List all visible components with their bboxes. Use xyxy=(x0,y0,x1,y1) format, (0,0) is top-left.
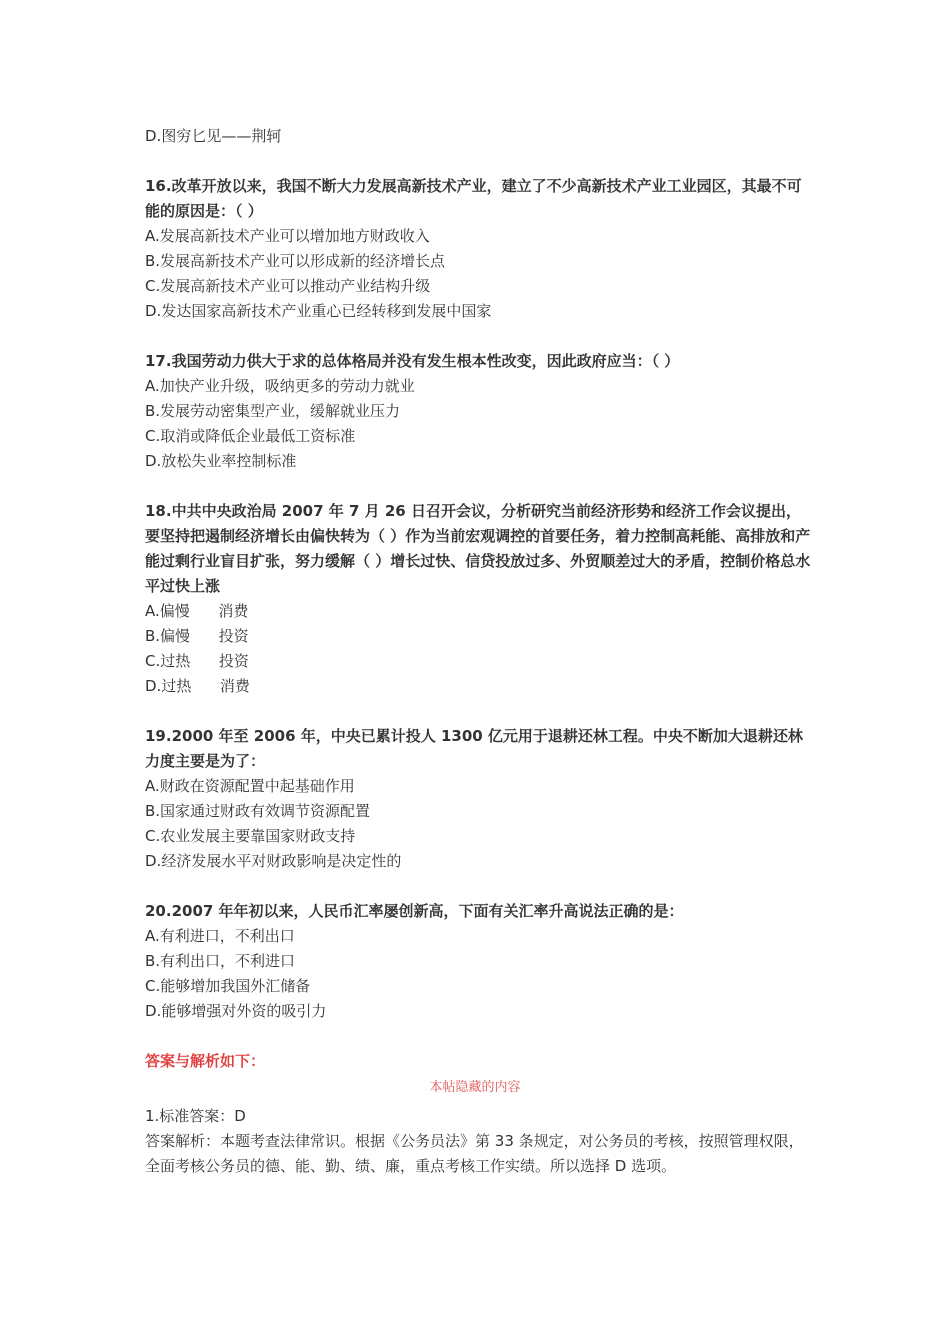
option-b: B.国家通过财政有效调节资源配置 xyxy=(145,802,371,820)
spacer xyxy=(145,1024,815,1049)
option-d: D.发达国家高新技术产业重心已经转移到发展中国家 xyxy=(145,302,492,320)
option-d: D.过热 消费 xyxy=(145,677,250,695)
question-17 xyxy=(145,349,815,474)
question-stem: 16.改革开放以来，我国不断大力发展高新技术产业，建立了不少高新技术产业工业园区，其最不可能的原因是：（ ） xyxy=(145,177,802,220)
question-18 xyxy=(145,499,815,699)
question-20 xyxy=(145,899,815,1024)
spacer xyxy=(145,874,815,899)
option-c: C.发展高新技术产业可以推动产业结构升级 xyxy=(145,277,431,295)
option-a: A.加快产业升级，吸纳更多的劳动力就业 xyxy=(145,377,415,395)
option-c: C.取消或降低企业最低工资标准 xyxy=(145,427,356,445)
question-stem: 19.2000 年至 2006 年，中央已累计投人 1300 亿元用于退耕还林工程。中央不断加大退耕还林力度主要是为了： xyxy=(145,727,803,770)
answer-1: 1.标准答案：D xyxy=(145,1107,246,1125)
hidden-content-notice: 本帖隐藏的内容 xyxy=(429,1080,521,1095)
answer-1-explanation: 答案解析：本题考查法律常识。根据《公务员法》第 33 条规定，对公务员的考核，按照管理权限，全面考核公务员的德、能、勤、绩、廉，重点考核工作实绩。所以选择 D 选项。 xyxy=(145,1132,804,1175)
option-c: C.农业发展主要靠国家财政支持 xyxy=(145,827,356,845)
question-stem: 20.2007 年年初以来，人民币汇率屡创新高，下面有关汇率升高说法正确的是： xyxy=(145,902,684,920)
document-content xyxy=(145,124,815,1179)
option-b: B.发展高新技术产业可以形成新的经济增长点 xyxy=(145,252,446,270)
previous-option-d: D.图穷匕见——荆轲 xyxy=(145,127,282,145)
spacer xyxy=(145,474,815,499)
option-d: D.放松失业率控制标准 xyxy=(145,452,297,470)
option-a: A.有利进口，不利出口 xyxy=(145,927,295,945)
option-a: A.财政在资源配置中起基础作用 xyxy=(145,777,355,795)
option-b: B.有利出口，不利进口 xyxy=(145,952,296,970)
option-b: B.偏慢 投资 xyxy=(145,627,249,645)
question-19 xyxy=(145,724,815,874)
option-a: A.发展高新技术产业可以增加地方财政收入 xyxy=(145,227,430,245)
spacer xyxy=(145,324,815,349)
question-16 xyxy=(145,174,815,324)
option-d: D.能够增强对外资的吸引力 xyxy=(145,1002,327,1020)
option-c: C.过热 投资 xyxy=(145,652,249,670)
option-d: D.经济发展水平对财政影响是决定性的 xyxy=(145,852,402,870)
question-stem: 17.我国劳动力供大于求的总体格局并没有发生根本性改变，因此政府应当：（ ） xyxy=(145,352,680,370)
question-stem: 18.中共中央政治局 2007 年 7 月 26 日召开会议，分析研究当前经济形势和经济工作会议提出，要坚持把遏制经济增长由偏快转为（ ）作为当前宏观调控的首要任务，着力控制高耗能、高排放和产能过剩行业盲目扩张，努力缓解（ ）增长过快、信贷投放过多、外贸顺差过大的矛盾，控制价格总水平过快上涨 xyxy=(145,502,811,595)
option-c: C.能够增加我国外汇储备 xyxy=(145,977,311,995)
spacer xyxy=(145,699,815,724)
spacer xyxy=(145,149,815,174)
answers-heading: 答案与解析如下： xyxy=(145,1052,266,1070)
option-a: A.偏慢 消费 xyxy=(145,602,249,620)
option-b: B.发展劳动密集型产业，缓解就业压力 xyxy=(145,402,401,420)
